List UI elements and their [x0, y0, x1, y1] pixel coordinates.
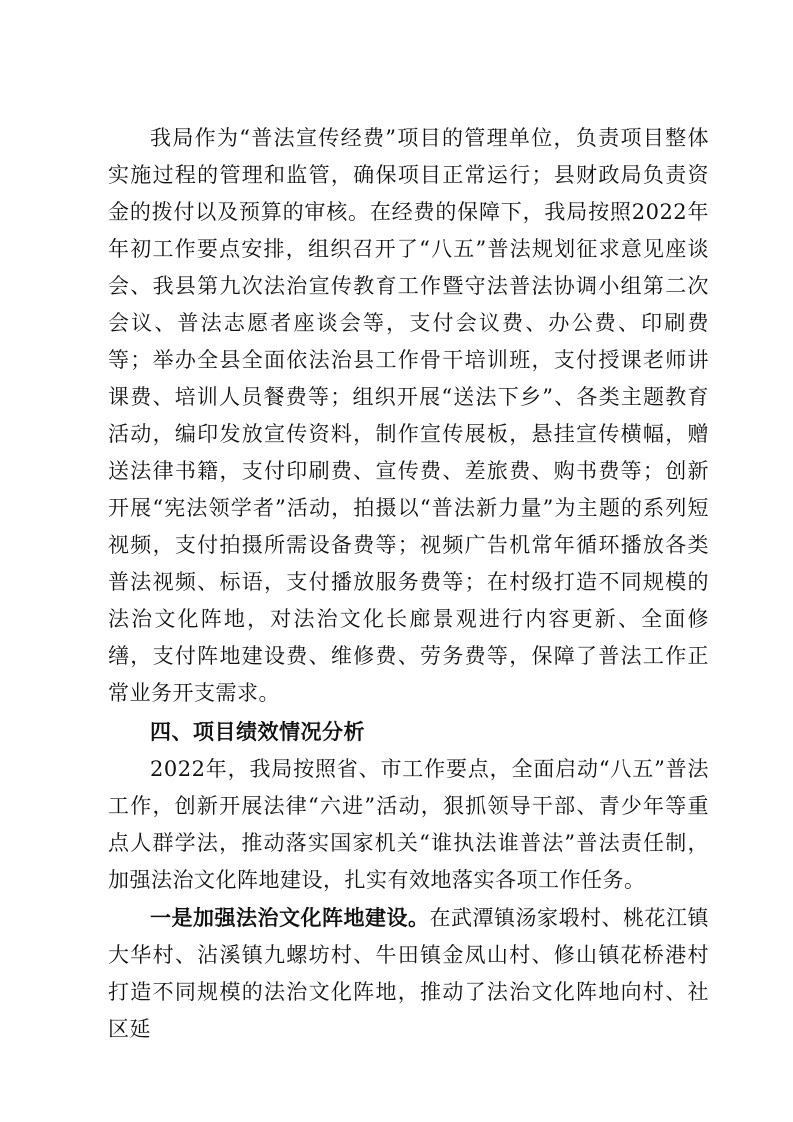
- paragraph-body-text: 在武潭镇汤家塅村、桃花江镇大华村、沾溪镇九螺坊村、牛田镇金凤山村、修山镇花桥港村打造不同规模的法治文化阵地，推动了法治文化阵地向村、社区延: [108, 906, 709, 1041]
- body-paragraph-fund-management: 我局作为“普法宣传经费”项目的管理单位，负责项目整体实施过程的管理和监管，确保项目正常运行；县财政局负责资金的拨付以及预算的审核。在经费的保障下，我局按照2022年年初工作要点安排，组织召开了“八五”普法规划征求意见座谈会、我县第九次法治宣传教育工作暨守法普法协调小组第二次会议、普法志愿者座谈会等，支付会议费、办公费、印刷费等；举办全县全面依法治县工作骨干培训班，支付授课老师讲课费、培训人员餐费等；组织开展“送法下乡”、各类主题教育活动，编印发放宣传资料，制作宣传展板，悬挂宣传横幅，赠送法律书籍，支付印刷费、宣传费、差旅费、购书费等；创新开展“宪法领学者”活动，拍摄以“普法新力量”为主题的系列短视频，支付拍摄所需设备费等；视频广告机常年循环播放各类普法视频、标语，支付播放服务费等；在村级打造不同规模的法治文化阵地，对法治文化长廊景观进行内容更新、全面修缮，支付阵地建设费、维修费、劳务费等，保障了普法工作正常业务开支需求。: [108, 126, 709, 705]
- body-paragraph-work-overview: 2022年，我局按照省、市工作要点，全面启动“八五”普法工作，创新开展法律“六进”活动，狠抓领导干部、青少年等重点人群学法，推动落实国家机关“谁执法谁普法”普法责任制，加强法治文化阵地建设，扎实有效地落实各项工作任务。: [108, 757, 709, 892]
- body-paragraph-culture-positions: [108, 899, 709, 1048]
- section-heading-performance-analysis: 四、项目绩效情况分析: [150, 720, 365, 744]
- paragraph-lead-phrase: 一是加强法治文化阵地建设。: [150, 905, 430, 930]
